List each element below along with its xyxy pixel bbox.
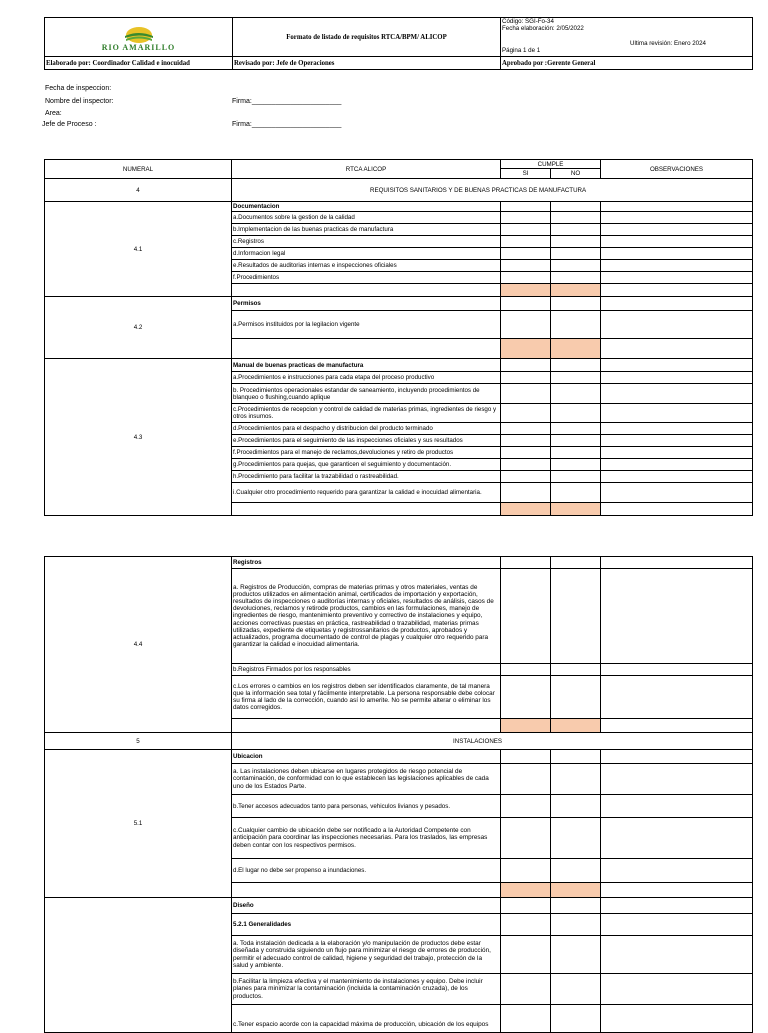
- numeral-4-1: 4.1: [45, 202, 232, 297]
- process-chief-signature: Firma:_______________________: [232, 121, 342, 128]
- company-logo: [45, 24, 232, 51]
- requirement-item: f.Procedimientos para el manejo de reclamos,devoluciones y retiro de productos: [232, 447, 501, 459]
- si-cell[interactable]: [501, 664, 551, 676]
- si-total-cell: [501, 719, 551, 733]
- observation-cell[interactable]: [601, 435, 753, 447]
- no-cell[interactable]: [551, 423, 601, 435]
- group-heading: Diseño: [232, 898, 501, 914]
- section-4-number: 4: [45, 179, 232, 202]
- si-cell[interactable]: [501, 260, 551, 272]
- si-cell[interactable]: [501, 372, 551, 384]
- observation-cell[interactable]: [601, 859, 753, 883]
- group-heading: Registros: [232, 557, 501, 569]
- observation-cell[interactable]: [601, 359, 753, 372]
- si-cell[interactable]: [501, 764, 551, 795]
- no-cell[interactable]: [551, 236, 601, 248]
- group-heading: Documentacion: [232, 202, 501, 212]
- blank-cell: [232, 719, 501, 733]
- si-total-cell: [501, 339, 551, 359]
- observation-cell[interactable]: [601, 483, 753, 503]
- observation-cell[interactable]: [601, 1005, 753, 1033]
- blank-cell: [232, 339, 501, 359]
- no-cell[interactable]: [551, 818, 601, 859]
- requirement-item: c.Procedimientos de recepcion y control de calidad de materias primas, ingredientes de riesgo y otros insumos.: [232, 404, 501, 423]
- no-cell[interactable]: [551, 795, 601, 818]
- no-cell[interactable]: [551, 664, 601, 676]
- observation-cell[interactable]: [601, 503, 753, 516]
- col-header-observaciones: OBSERVACIONES: [601, 160, 753, 179]
- si-cell[interactable]: [501, 750, 551, 764]
- no-cell[interactable]: [551, 459, 601, 471]
- si-cell[interactable]: [501, 459, 551, 471]
- document-meta: [501, 18, 753, 57]
- observation-cell[interactable]: [601, 936, 753, 974]
- group-heading: Ubicacion: [232, 750, 501, 764]
- no-total-cell: [551, 339, 601, 359]
- col-header-rtca: RTCA ALICOP: [232, 160, 501, 179]
- requirement-item: d.Informacion legal: [232, 248, 501, 260]
- document-title: Formato de listado de requisitos RTCA/BPM/ ALICOP: [233, 18, 501, 57]
- observation-cell[interactable]: [601, 284, 753, 297]
- requirement-item: c.Los errores o cambios en los registros deben ser identificados claramente, de tal manera que la información sea total y fácilmente interpretable. La persona responsable debe colocar su firma al lado de la corrección, cuando así lo amerite. No se permite alterar o eliminar los datos corregidos.: [232, 676, 501, 719]
- elaborado-por: Elaborado por: Coordinador Calidad e inocuidad: [45, 57, 233, 70]
- no-cell[interactable]: [551, 297, 601, 311]
- no-cell[interactable]: [551, 557, 601, 569]
- no-cell[interactable]: [551, 212, 601, 224]
- checklist-table-1: [44, 159, 753, 516]
- inspector-name-label: Nombre del inspector:: [45, 98, 114, 105]
- si-total-cell: [501, 284, 551, 297]
- inspection-date-label: Fecha de inspeccion:: [45, 85, 112, 92]
- si-cell[interactable]: [501, 557, 551, 569]
- col-header-no: NO: [551, 169, 601, 179]
- si-cell[interactable]: [501, 248, 551, 260]
- col-header-cumple: CUMPLE: [501, 160, 601, 169]
- inspector-signature: Firma:_______________________: [232, 98, 342, 105]
- no-cell[interactable]: [551, 859, 601, 883]
- requirement-item: b.Implementacion de las buenas practicas de manufactura: [232, 224, 501, 236]
- blank-cell: [232, 284, 501, 297]
- observation-cell[interactable]: [601, 339, 753, 359]
- no-cell[interactable]: [551, 974, 601, 1005]
- requirement-item: f.Procedimientos: [232, 272, 501, 284]
- observation-cell[interactable]: [601, 557, 753, 569]
- si-cell[interactable]: [501, 859, 551, 883]
- observation-cell[interactable]: [601, 272, 753, 284]
- si-cell[interactable]: [501, 311, 551, 339]
- checklist-table-2: [44, 556, 753, 1033]
- section-4-title: REQUISITOS SANITARIOS Y DE BUENAS PRACTICAS DE MANUFACTURA: [232, 179, 753, 202]
- requirement-item: c.Tener espacio acorde con la capacidad máxima de producción, ubicación de los equipos: [232, 1005, 501, 1033]
- requirement-item: e.Resultados de auditorias internas e inspecciones oficiales: [232, 260, 501, 272]
- blank-cell: [232, 503, 501, 516]
- requirement-item: c.Registros: [232, 236, 501, 248]
- observation-cell[interactable]: [601, 818, 753, 859]
- si-cell[interactable]: [501, 272, 551, 284]
- no-cell[interactable]: [551, 471, 601, 483]
- no-cell[interactable]: [551, 248, 601, 260]
- si-cell[interactable]: [501, 359, 551, 372]
- si-cell[interactable]: [501, 898, 551, 914]
- observation-cell[interactable]: [601, 248, 753, 260]
- requirement-item: a.Documentos sobre la gestion de la calidad: [232, 212, 501, 224]
- no-cell[interactable]: [551, 202, 601, 212]
- no-cell[interactable]: [551, 224, 601, 236]
- requirement-item: d.Procedimientos para el despacho y distribucion del producto terminado: [232, 423, 501, 435]
- no-cell[interactable]: [551, 914, 601, 936]
- numeral-4-4: 4.4: [45, 557, 232, 733]
- si-cell[interactable]: [501, 795, 551, 818]
- observation-cell[interactable]: [601, 676, 753, 719]
- numeral-4-2: 4.2: [45, 297, 232, 359]
- observation-cell[interactable]: [601, 764, 753, 795]
- requirement-item: a.Permisos instituidos por la legilacion vigente: [232, 311, 501, 339]
- group-heading: Permisos: [232, 297, 501, 311]
- si-cell[interactable]: [501, 423, 551, 435]
- observation-cell[interactable]: [601, 297, 753, 311]
- si-cell[interactable]: [501, 676, 551, 719]
- si-cell[interactable]: [501, 914, 551, 936]
- observation-cell[interactable]: [601, 914, 753, 936]
- blank-cell: [232, 883, 501, 898]
- sun-logo-icon: [119, 24, 159, 44]
- requirement-item: d.El lugar no debe ser propenso a inundaciones.: [232, 859, 501, 883]
- no-cell[interactable]: [551, 764, 601, 795]
- requirement-item: b.Registros Firmados por los responsables: [232, 664, 501, 676]
- no-cell[interactable]: [551, 483, 601, 503]
- no-cell[interactable]: [551, 435, 601, 447]
- requirement-item: i.Cualquier otro procedimiento requerido para garantizar la calidad e inocuidad alimentaria.: [232, 483, 501, 503]
- observation-cell[interactable]: [601, 447, 753, 459]
- observation-cell[interactable]: [601, 372, 753, 384]
- group-heading: Manual de buenas practicas de manufactura: [232, 359, 501, 372]
- no-cell[interactable]: [551, 569, 601, 664]
- observation-cell[interactable]: [601, 569, 753, 664]
- requirement-item: b. Procedimientos operacionales estandar de saneamiento, incluyendo procedimientos de blanqueo o flushing,cuando aplique: [232, 384, 501, 404]
- requirement-item: b.Tener accesos adecuados tanto para personas, vehiculos livianos y pesados.: [232, 795, 501, 818]
- observation-cell[interactable]: [601, 795, 753, 818]
- area-label: Area:: [45, 110, 62, 117]
- si-cell[interactable]: [501, 471, 551, 483]
- no-cell[interactable]: [551, 311, 601, 339]
- si-total-cell: [501, 883, 551, 898]
- col-header-numeral: NUMERAL: [45, 160, 232, 179]
- requirement-item: e.Procedimientos para el seguimiento de las inspecciones oficiales y sus resultados: [232, 435, 501, 447]
- observation-cell[interactable]: [601, 898, 753, 914]
- requirement-item: h.Procedimiento para facilitar la trazabilidad o rastreabilidad.: [232, 471, 501, 483]
- no-cell[interactable]: [551, 676, 601, 719]
- observation-cell[interactable]: [601, 471, 753, 483]
- observation-cell[interactable]: [601, 311, 753, 339]
- no-cell[interactable]: [551, 404, 601, 423]
- no-cell[interactable]: [551, 260, 601, 272]
- si-cell[interactable]: [501, 483, 551, 503]
- observation-cell[interactable]: [601, 664, 753, 676]
- no-total-cell: [551, 503, 601, 516]
- observation-cell[interactable]: [601, 974, 753, 1005]
- no-cell[interactable]: [551, 359, 601, 372]
- header-table: [44, 17, 753, 70]
- observation-cell[interactable]: [601, 883, 753, 898]
- doc-last-revision: Ultima revisión: Enero 2024: [629, 40, 706, 47]
- si-cell[interactable]: [501, 236, 551, 248]
- observation-cell[interactable]: [601, 212, 753, 224]
- observation-cell[interactable]: [601, 224, 753, 236]
- no-total-cell: [551, 284, 601, 297]
- si-cell[interactable]: [501, 974, 551, 1005]
- si-cell[interactable]: [501, 936, 551, 974]
- requirement-item: b.Facilitar la limpieza efectiva y el mantenimiento de instalaciones y equipo. Debe incluir planes para minimizar la contaminación (incluida la contaminación cruzada), de los productos.: [232, 974, 501, 1005]
- section-5-title: INSTALACIONES: [232, 733, 753, 750]
- no-cell[interactable]: [551, 936, 601, 974]
- requirement-item: a. Registros de Producción, compras de materias primas y otros materiales, ventas de productos utilizados en alimentación animal, certificados de importación y exportación, resultados de inspecciones o auditorías internas y oficiales, resultados de análisis, casos de devoluciones, reclamos y retirode productos, cambios en las formulaciones, manejo de ingredientes de riesgo, mantenimiento preventivo y correctivo de instalaciones y equipo, acciones correctivas puestas en práctica, rastreabilidad o trazabilidad, materias primas utilizadas, expediente de etiquetas y registrossanitarios de productos, aprobados y actualizados, programa documentado de control de plagas y cualquier otro requerido para garantizar la calidad e inocuidad alimentaria.: [232, 569, 501, 664]
- col-header-si: SI: [501, 169, 551, 179]
- no-total-cell: [551, 883, 601, 898]
- doc-code: Código: SGI-Fo-34: [502, 18, 554, 25]
- observation-cell[interactable]: [601, 459, 753, 471]
- si-cell[interactable]: [501, 224, 551, 236]
- si-cell[interactable]: [501, 404, 551, 423]
- process-chief-label: Jefe de Proceso :: [42, 121, 97, 128]
- observation-cell[interactable]: [601, 202, 753, 212]
- si-cell[interactable]: [501, 202, 551, 212]
- logo-cell: [45, 18, 233, 57]
- observation-cell[interactable]: [601, 750, 753, 764]
- si-cell[interactable]: [501, 297, 551, 311]
- si-cell[interactable]: [501, 569, 551, 664]
- si-cell[interactable]: [501, 212, 551, 224]
- no-cell[interactable]: [551, 898, 601, 914]
- requirement-item: a.Procedimientos e instrucciones para cada etapa del proceso productivo: [232, 372, 501, 384]
- doc-elab-date: Fecha elaboración: 2/05/2022: [502, 25, 584, 32]
- numeral-5-2: [45, 898, 232, 1033]
- si-cell[interactable]: [501, 818, 551, 859]
- no-total-cell: [551, 719, 601, 733]
- subgroup-heading: 5.2.1 Generalidades: [232, 914, 501, 936]
- aprobado-por: Aprobado por :Gerente General: [501, 57, 753, 70]
- no-cell[interactable]: [551, 750, 601, 764]
- no-cell[interactable]: [551, 384, 601, 404]
- no-cell[interactable]: [551, 1005, 601, 1033]
- logo-text: RIO AMARILLO: [101, 42, 176, 52]
- doc-page: Página 1 de 1: [502, 47, 541, 54]
- requirement-item: c.Cualquier cambio de ubicación debe ser notificado a la Autoridad Competente con anticipación para coordinar las inspecciones necesarias. Para los traslados, las empresas deben contar con los respectivos permisos.: [232, 818, 501, 859]
- section-5-number: 5: [45, 733, 232, 750]
- no-cell[interactable]: [551, 372, 601, 384]
- observation-cell[interactable]: [601, 423, 753, 435]
- si-total-cell: [501, 503, 551, 516]
- requirement-item: a. Las instalaciones deben ubicarse en lugares protegidos de riesgo potencial de contaminación, de conformidad con lo que establecen las legislaciones aplicables de cada uno de los Estados Parte.: [232, 764, 501, 795]
- observation-cell[interactable]: [601, 384, 753, 404]
- si-cell[interactable]: [501, 447, 551, 459]
- no-cell[interactable]: [551, 447, 601, 459]
- numeral-5-1: 5.1: [45, 750, 232, 898]
- numeral-4-3: 4.3: [45, 359, 232, 516]
- si-cell[interactable]: [501, 435, 551, 447]
- observation-cell[interactable]: [601, 719, 753, 733]
- requirement-item: g.Procedimientos para quejas, que garanticen el seguimiento y documentación.: [232, 459, 501, 471]
- observation-cell[interactable]: [601, 236, 753, 248]
- no-cell[interactable]: [551, 272, 601, 284]
- si-cell[interactable]: [501, 1005, 551, 1033]
- requirement-item: a. Toda instalación dedicada a la elaboración y/o manipulación de productos debe estar diseñada y construida siguiendo un flujo para minimizar el riesgo de errores de producción, permitir el adecuado control de calidad, higiene y seguridad del trabajo, protección de la salud y ambiente.: [232, 936, 501, 974]
- revisado-por: Revisado por: Jefe de Operaciones: [233, 57, 501, 70]
- observation-cell[interactable]: [601, 260, 753, 272]
- observation-cell[interactable]: [601, 404, 753, 423]
- si-cell[interactable]: [501, 384, 551, 404]
